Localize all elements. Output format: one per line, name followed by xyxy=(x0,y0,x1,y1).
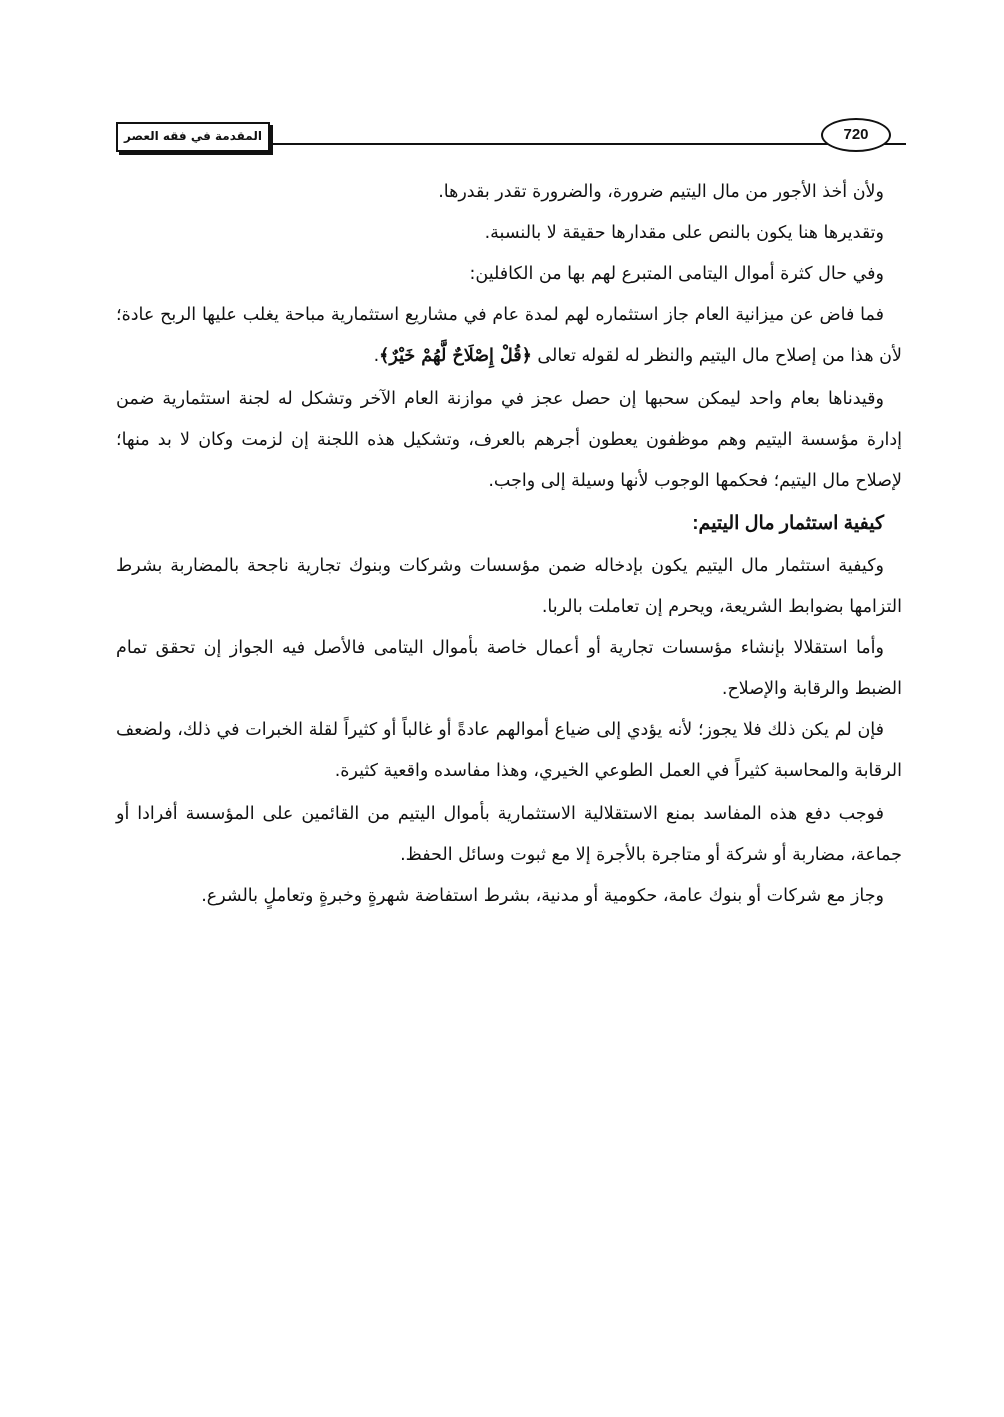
paragraph: وفي حال كثرة أموال اليتامى المتبرع لهم بها من الكافلين: xyxy=(469,264,884,284)
paragraph: وأما استقلالا بإنشاء مؤسسات تجارية أو أعمال خاصة بأموال اليتامى فالأصل فيه الجواز إن تحقق تمام الضبط والرقابة والإصلاح. xyxy=(116,638,902,699)
section-heading: كيفية استثمار مال اليتيم: xyxy=(692,513,884,534)
paragraph: فإن لم يكن ذلك فلا يجوز؛ لأنه يؤدي إلى ضياع أموالهم عادةً أو غالباً أو كثيراً لقلة الخبرات في ذلك، ولضعف الرقابة والمحاسبة كثيراً في العمل الطوعي الخيري، وهذا مفاسده واقعية كثيرة. xyxy=(116,720,902,781)
page-number: 720 xyxy=(821,118,891,152)
page-body xyxy=(116,172,902,917)
book-title: المقدمة في فقه العصر xyxy=(116,122,270,152)
paragraph: وقيدناها بعام واحد ليمكن سحبها إن حصل عجز في موازنة العام الآخر وتشكل له لجنة استثمارية ضمن إدارة مؤسسة اليتيم وهم موظفون يعطون أجرهم بالعرف، وتشكيل هذه اللجنة إن لزمت وكان لا بد منها؛ لإصلاح مال اليتيم؛ فحكمها الوجوب لأنها وسيلة إلى واجب. xyxy=(116,389,902,491)
quran-verse: ﴿قُلْ إِصْلَاحٌ لَّهُمْ خَيْرٌ﴾ xyxy=(379,346,532,366)
paragraph-text: . xyxy=(373,346,380,366)
paragraph: وكيفية استثمار مال اليتيم يكون بإدخاله ضمن مؤسسات وشركات وبنوك تجارية ناجحة بالمضاربة بشرط التزامها بضوابط الشريعة، ويحرم إن تعاملت بالربا. xyxy=(116,556,902,617)
paragraph: وتقديرها هنا يكون بالنص على مقدارها حقيقة لا بالنسبة. xyxy=(484,223,884,243)
paragraph-with-verse xyxy=(116,295,902,377)
paragraph: وجاز مع شركات أو بنوك عامة، حكومية أو مدنية، بشرط استفاضة شهرةٍ وخبرةٍ وتعاملٍ بالشرع. xyxy=(201,886,884,906)
page-header xyxy=(116,118,906,152)
paragraph: فوجب دفع هذه المفاسد بمنع الاستقلالية الاستثمارية بأموال اليتيم من القائمين على المؤسسة أفرادا أو جماعة، مضاربة أو شركة أو متاجرة بالأجرة إلا مع ثبوت وسائل الحفظ. xyxy=(116,804,902,865)
paragraph-text: فما فاض عن ميزانية العام جاز استثماره لهم لمدة عام في مشاريع استثمارية مباحة يغلب عليها الربح عادة؛ لأن هذا من إصلاح مال اليتيم والنظر له لقوله تعالى xyxy=(116,305,902,366)
paragraph: ولأن أخذ الأجور من مال اليتيم ضرورة، والضرورة تقدر بقدرها. xyxy=(438,182,884,202)
